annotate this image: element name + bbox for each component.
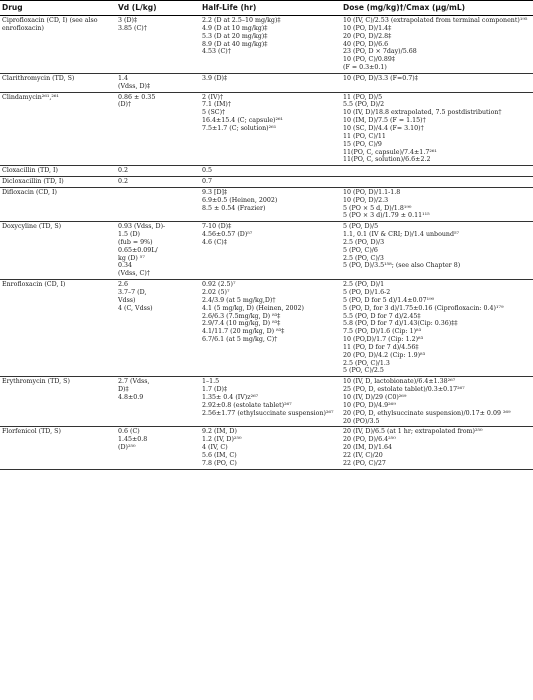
half-life-cell-line: 4.1 (5 mg/kg, D) (Heinen, 2002) <box>202 304 304 312</box>
dose-cell-line: 10 (PO, D)/1.4‡ <box>343 24 392 32</box>
table-row <box>0 187 533 221</box>
drug-cell-line: Erythromycin (TD, S) <box>2 378 70 386</box>
table-row <box>0 73 533 92</box>
vd-cell-line: (Vdss, D)‡ <box>118 82 151 90</box>
dose-cell-line: 20 (IM, D)/1.64 <box>343 444 393 452</box>
vd-cell-line: 0.6 (C) <box>118 428 140 436</box>
drug-cell <box>0 377 116 427</box>
header-dose-cmax: Dose (mg/kg)†/Cmax (μg/mL) <box>341 1 533 16</box>
drug-cell-line: Clarithromycin (TD, S) <box>2 74 75 82</box>
half-life-cell-line: 0.5 <box>202 167 213 175</box>
half-life-cell-line: 2.2 (D at 2.5–10 mg/kg)‡ <box>202 17 281 24</box>
drug-cell <box>0 427 116 469</box>
half-life-cell-line: 4 (IV, C) <box>202 444 228 452</box>
vd-cell-line: (Vdss, C)† <box>118 270 150 278</box>
half-life-cell-line: 8.5 ± 0.54 (Frazier) <box>202 204 266 212</box>
dose-cell <box>341 92 533 166</box>
half-life-cell-line: 4.6 (C)‡ <box>202 238 227 246</box>
half-life-cell-line: 8.9 (D at 40 mg/kg)‡ <box>202 40 268 48</box>
vd-cell-line: 3.7–7 (D, <box>118 289 147 296</box>
dose-cell-line: 5.8 (PO, D for 7 d)/1.43(Cip: 0.36)‡‡ <box>343 320 458 328</box>
vd-cell-line: D)‡ <box>118 386 129 394</box>
table-row <box>0 166 533 177</box>
dose-cell-line: 10 (SC, D)/4.4 (F= 3.10)† <box>343 124 424 132</box>
drug-cell <box>0 187 116 221</box>
dose-cell-line: 22 (IV, C)/20 <box>343 451 383 459</box>
half-life-cell-line: 6.9±0.5 (Heinen, 2002) <box>202 196 278 204</box>
table-row <box>0 280 533 377</box>
half-life-cell-line: 2.6/6.3 (7.5mg/kg, D) ⁸³‡ <box>202 312 281 320</box>
drug-cell <box>0 222 116 280</box>
dose-cell-line: 20 (PO, D)/2.8‡ <box>343 32 392 40</box>
vd-cell-line: Vdss) <box>118 296 136 304</box>
vd-cell-line: 0.2 <box>118 167 129 175</box>
half-life-cell-line: 1.2 (IV, D)²⁵⁰ <box>202 436 242 444</box>
dose-cell <box>341 280 533 377</box>
half-life-cell-line: 0.7 <box>202 178 213 186</box>
vd-cell-line: 0.2 <box>118 178 129 186</box>
vd-cell-line: 1.4 <box>118 74 129 82</box>
dose-cell <box>341 177 533 188</box>
dose-cell-line: 40 (PO, D)/6.6 <box>343 40 389 48</box>
vd-cell-line: 1.5 (D) <box>118 231 140 239</box>
vd-cell <box>116 73 200 92</box>
half-life-cell <box>200 73 341 92</box>
half-life-cell-line: 2.02 (5)⁷ <box>202 289 230 296</box>
dose-cell-line: 5 (PO, D, for 3 d)/1.75±0.16 (Ciprofloxacin: 0.4)¹⁷⁹ <box>343 304 504 312</box>
half-life-cell-line: 3.9 (D)‡ <box>202 74 228 82</box>
half-life-cell-line: 7.5±1.7 (C; solution)²⁶¹ <box>202 124 277 132</box>
vd-cell-line: 1.45±0.8 <box>118 436 148 444</box>
drug-cell-line: Difloxacin (CD, I) <box>2 188 58 196</box>
half-life-cell-line: 7.8 (PO, C) <box>202 459 237 467</box>
dose-cell-line: (F = 0.3±0.1) <box>343 64 387 72</box>
dose-cell-line: 2.5 (PO, D)/3 <box>343 238 385 246</box>
dose-cell-line: 23 (PO, D × 7day)/5.68 <box>343 48 417 56</box>
vd-cell-line: 0.86 ± 0.35 <box>118 93 156 101</box>
header-row <box>0 1 533 16</box>
vd-cell <box>116 377 200 427</box>
vd-cell <box>116 427 200 469</box>
header-vd: Vd (L/kg) <box>116 1 200 16</box>
drug-cell-line: Ciprofloxacin (CD, I) (see also enrofloxacin) <box>2 17 100 32</box>
vd-cell-line: kg (D) ⁵⁷ <box>118 254 145 262</box>
half-life-cell-line: 1–1.5 <box>202 378 220 386</box>
half-life-cell-line: 6.7/6.1 (at 5 mg/kg, C)† <box>202 336 278 344</box>
vd-cell-line: 0.65±0.09L/ <box>118 246 158 254</box>
dose-cell-line: 10 (PO, D)/4.9²⁶⁹ <box>343 401 396 409</box>
drug-cell-line: Cloxacillin (TD, I) <box>2 167 58 175</box>
dose-cell <box>341 187 533 221</box>
vd-cell <box>116 187 200 221</box>
dose-cell-line: 10 (PO, C)/0.89‡ <box>343 56 396 64</box>
half-life-cell-line: 2.4/3.9 (at 5 mg/kg,D)† <box>202 296 276 304</box>
dose-cell-line: 10 (PO, D)/2.3 <box>343 196 389 204</box>
vd-cell <box>116 222 200 280</box>
half-life-cell-line: 7-10 (D)‡ <box>202 223 232 231</box>
half-life-cell-line: 2.92±0.8 (estolate tablet)²⁶⁷ <box>202 401 292 409</box>
vd-cell <box>116 166 200 177</box>
half-life-cell-line: 2.9/7.4 (10 mg/kg, D) ⁸³‡ <box>202 320 281 328</box>
vd-cell-line: 2.7 (Vdss, <box>118 378 150 386</box>
dose-cell-line: 11 (PO, D)/5 <box>343 93 383 101</box>
half-life-cell-line: 4.9 (D at 10 mg/kg)‡ <box>202 24 268 32</box>
dose-cell-line: 25 (PO, D, estolate tablet)/0.3±0.17²⁶⁷ <box>343 386 465 394</box>
table-row <box>0 377 533 427</box>
half-life-cell <box>200 92 341 166</box>
vd-cell-line: 4 (C, Vdss) <box>118 304 153 312</box>
dose-cell-line: 5 (PO, D)/3.5¹⁵⁸; (see also Chapter 8) <box>343 262 461 270</box>
dose-cell-line: 15 (PO, C)/9 <box>343 140 382 148</box>
drug-cell <box>0 280 116 377</box>
half-life-cell-line: 5.6 (IM, C) <box>202 451 237 459</box>
dose-cell-line: 5 (PO, D for 5 d)/1.4±0.07¹⁹⁰ <box>343 296 435 304</box>
dose-cell-line: 20 (PO)/3.5 <box>343 417 380 425</box>
dose-cell-line: 11 (PO, D for 7 d)/4.56‡ <box>343 343 419 351</box>
dose-cell-line: 11 (PO, C)/11 <box>343 132 386 140</box>
dose-cell-line: 20 (PO, D, ethylsuccinate suspension)/0.17± 0.09 ²⁶⁹ <box>343 409 511 417</box>
half-life-cell <box>200 177 341 188</box>
dose-cell-line: 2.5 (PO, C)/3 <box>343 254 384 262</box>
vd-cell <box>116 16 200 74</box>
table-row <box>0 92 533 166</box>
drug-cell <box>0 73 116 92</box>
drug-cell-line: Doxycyline (TD, S) <box>2 223 62 231</box>
dose-cell-line: 10 (IV, C)/2.53 (extrapolated from terminal component)¹⁹⁵ <box>343 17 528 24</box>
half-life-cell-line: 4.53 (C)† <box>202 48 231 56</box>
half-life-cell-line: 7.1 (IM)† <box>202 101 232 109</box>
half-life-cell-line: 5.3 (D at 20 mg/kg)‡ <box>202 32 268 40</box>
half-life-cell-line: 2.56±1.77 (ethylsuccinate suspension)²⁶⁷ <box>202 409 334 417</box>
dose-cell-line: 5 (PO, C)/6 <box>343 246 378 254</box>
table-header <box>0 1 533 16</box>
header-drug: Drug <box>0 1 116 16</box>
dose-cell-line: 10 (IV, D)/29 (C0)²⁶⁹ <box>343 393 407 401</box>
dose-cell-line: 10 (IV, D)/18.8 extrapolated, 7.5 postdistribution† <box>343 109 502 117</box>
vd-cell-line: 4.8±0.9 <box>118 393 144 401</box>
drug-cell-line: Enrofloxacin (CD, I) <box>2 281 66 289</box>
vd-cell <box>116 280 200 377</box>
half-life-cell-line: 0.92 (2.5)⁷ <box>202 281 236 289</box>
vd-cell-line: (D)† <box>118 101 132 109</box>
dose-cell-line: 10 (PO, D)/1.1-1.8 <box>343 188 401 196</box>
drug-cell-line: Dicloxacillin (TD, I) <box>2 178 64 186</box>
dose-cell-line: 10 (IV, D, lactobionate)/6.4±1.38²⁶⁷ <box>343 378 456 386</box>
vd-cell-line: (D)²⁵⁰ <box>118 444 136 452</box>
half-life-cell <box>200 222 341 280</box>
dose-cell-line: 11(PO, C, capsule)/7.4±1.7²⁶¹ <box>343 148 437 156</box>
half-life-cell-line: 2 (IV)† <box>202 93 224 101</box>
dose-cell <box>341 377 533 427</box>
half-life-cell-line: 1.35± 0.4 (IV)z²⁶⁷ <box>202 393 259 401</box>
half-life-cell <box>200 166 341 177</box>
vd-cell-line: 2.6 <box>118 281 129 289</box>
half-life-cell-line: 16.4±15.4 (C; capsule)²⁶¹ <box>202 117 284 125</box>
dose-cell-line: 1.1, 0.1 (IV & CRI; D)/1.4 unbound⁵⁷ <box>343 231 460 239</box>
dose-cell-line: 5 (PO, D)/1.6-2 <box>343 289 391 296</box>
dose-cell <box>341 16 533 74</box>
drug-cell-line: Florfenicol (TD, S) <box>2 428 61 436</box>
table-body <box>0 16 533 470</box>
dose-cell-line: 20 (PO, D)/4.2 (Cip: 1.9)⁸³ <box>343 351 426 359</box>
table-row <box>0 177 533 188</box>
half-life-cell <box>200 16 341 74</box>
dose-cell-line: 10 (IM, D)/7.5 (F = 1.15)† <box>343 117 426 125</box>
dose-cell-line: 5 (PO × 3 d)/1.79 ± 0.11¹¹⁵ <box>343 212 430 220</box>
table-row <box>0 222 533 280</box>
half-life-cell <box>200 187 341 221</box>
vd-cell-line: 3.85 (C)† <box>118 24 147 32</box>
vd-cell-line: 0.93 (Vdss, D)- <box>118 223 166 231</box>
dose-cell-line: 5 (PO × 5 d, D)/1.8¹⁹⁰ <box>343 204 412 212</box>
table-row <box>0 16 533 74</box>
half-life-cell-line: 4.1/11.7 (20 mg/kg, D) ⁸³‡ <box>202 328 285 336</box>
vd-cell <box>116 92 200 166</box>
table-row <box>0 427 533 469</box>
drug-cell-line: Clindamycin²⁶¹,²⁶¹ <box>2 93 59 101</box>
dose-cell-line: 10 (PO,D)/1.7 (Cip: 1.2)⁸³ <box>343 336 424 344</box>
dose-cell-line: 5 (PO, D)/5 <box>343 223 379 231</box>
dose-cell-line: 11(PO, C, solution)/6.6±2.2 <box>343 156 431 164</box>
dose-cell-line: 20 (IV, D)/6.5 (at 1 hr; extrapolated from)²⁵⁰ <box>343 428 483 436</box>
dose-cell <box>341 222 533 280</box>
half-life-cell <box>200 280 341 377</box>
drug-cell <box>0 16 116 74</box>
half-life-cell <box>200 377 341 427</box>
dose-cell-line: 2.5 (PO, C)/1.3 <box>343 359 390 367</box>
dose-cell <box>341 166 533 177</box>
half-life-cell-line: 9.2 (IM, D) <box>202 428 237 436</box>
drug-cell <box>0 177 116 188</box>
dose-cell-line: 20 (PO, D)/6.4²⁵⁰ <box>343 436 396 444</box>
dose-cell-line: 5.5 (PO, D)/2 <box>343 101 385 109</box>
dose-cell <box>341 73 533 92</box>
dose-cell-line: 5 (PO, C)/2.5 <box>343 367 384 375</box>
dose-cell-line: 10 (PO, D)/3.3 (F=0.7)‡ <box>343 74 418 82</box>
dose-cell-line: 7.5 (PO, D)/1.6 (Cip: 1)⁸³ <box>343 328 422 336</box>
drug-cell <box>0 92 116 166</box>
header-half-life: Half-Life (hr) <box>200 1 341 16</box>
half-life-cell-line: 9.3 [D]‡ <box>202 188 228 196</box>
dose-cell-line: 5.5 (PO, D for 7 d)/2.45‡ <box>343 312 421 320</box>
vd-cell-line: 0.34 <box>118 262 133 270</box>
drug-cell <box>0 166 116 177</box>
half-life-cell-line: 5 (SC)† <box>202 109 226 117</box>
vd-cell <box>116 177 200 188</box>
dose-cell <box>341 427 533 469</box>
dose-cell-line: 22 (PO, C)/27 <box>343 459 386 467</box>
half-life-cell-line: 1.7 (D)‡ <box>202 386 228 394</box>
dose-cell-line: 2.5 (PO, D)/1 <box>343 281 385 289</box>
vd-cell-line: (fub = 9%) <box>118 238 153 246</box>
vd-cell-line: 3 (D)‡ <box>118 17 138 24</box>
half-life-cell <box>200 427 341 469</box>
half-life-cell-line: 4.56±0.57 (D)⁵⁷ <box>202 231 253 239</box>
